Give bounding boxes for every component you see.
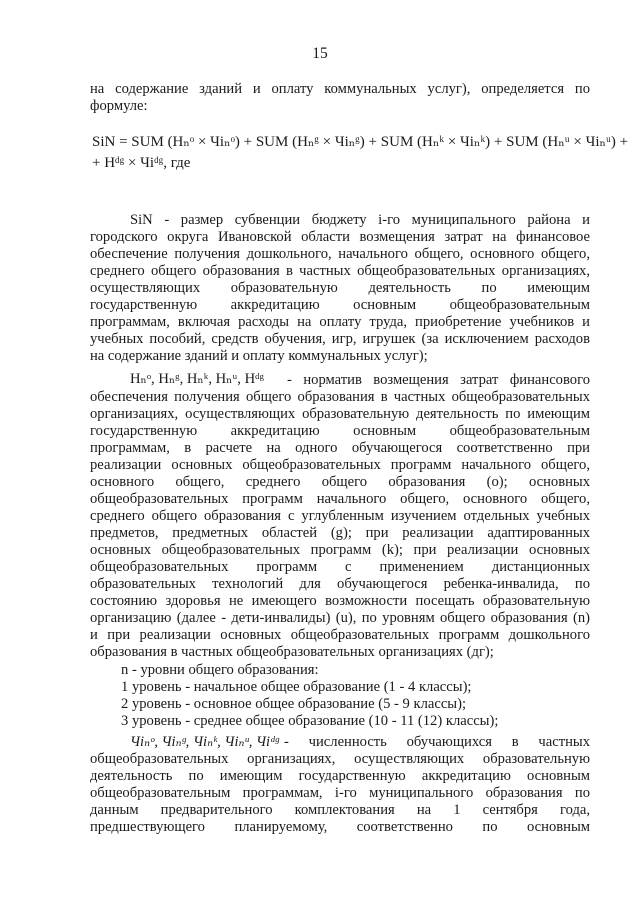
n-definition: n - уровни общего образования: bbox=[121, 662, 319, 678]
h-definition-line: основных общеобразовательных программ (k); при реализации основных bbox=[90, 542, 590, 558]
h-definition-first: - норматив возмещения затрат финансового bbox=[287, 372, 590, 388]
h-definition-line: государственную аккредитацию основным общеобразовательным bbox=[90, 423, 590, 439]
formula-line: SiN = SUM (Hₙᵒ × Чiₙᵒ) + SUM (Hₙᵍ × Чiₙᵍ) + SUM (Hₙᵏ × Чiₙᵏ) + SUM (Hₙᵘ × Чiₙᵘ) + bbox=[92, 134, 629, 150]
h-definition-line: организацию (далее - дети-инвалиды) (u), по уровням общего образования (n) bbox=[90, 610, 590, 626]
sin-definition-line: среднего общего образования в частных общеобразовательных организациях, bbox=[90, 263, 590, 279]
h-definition-line: предметов, предметных областей (g); при реализации адаптированных bbox=[90, 525, 590, 541]
ch-definition-line: деятельность по имеющим государственную аккредитацию основным bbox=[90, 768, 590, 784]
sin-definition-line: государственную аккредитацию основным общеобразовательным bbox=[90, 297, 590, 313]
formula-line: + Hᵈᵍ × Чiᵈᵍ, где bbox=[92, 155, 191, 171]
level-item: 3 уровень - среднее общее образование (10 - 11 (12) классы); bbox=[121, 713, 499, 729]
level-item: 1 уровень - начальное общее образование (1 - 4 классы); bbox=[121, 679, 472, 695]
sin-definition-line: на содержание зданий и оплату коммунальных услуг); bbox=[90, 348, 428, 364]
sin-definition-line: осуществляющих образовательную деятельность по имеющим bbox=[90, 280, 590, 296]
sin-definition-line: учебных пособий, средств обучения, игр, игрушек (за исключением расходов bbox=[90, 331, 590, 347]
intro-line: формуле: bbox=[90, 98, 148, 114]
h-definition-line: среднего общего образования с углубленным изучением отдельных учебных bbox=[90, 508, 590, 524]
ch-definition-first: - численность обучающихся в частных bbox=[284, 734, 590, 750]
intro-line: на содержание зданий и оплату коммунальных услуг), определяется по bbox=[90, 81, 590, 97]
h-definition-line: образовательных технологий для обучающегося ребенка-инвалида, по bbox=[90, 576, 590, 592]
h-definition-line: обеспечения получения общего образования в частных общеобразовательных bbox=[90, 389, 590, 405]
sin-definition-line: программам, включая расходы на оплату труда, приобретение учебников и bbox=[90, 314, 590, 330]
page-number: 15 bbox=[312, 45, 328, 62]
h-definition-line: организациях, осуществляющих образовательную деятельность по имеющим bbox=[90, 406, 590, 422]
ch-symbols: Чiₙᵒ, Чiₙᵍ, Чiₙᵏ, Чiₙᵘ, Чiᵈᵍ bbox=[130, 734, 279, 750]
h-definition-line: реализации основных общеобразовательных программ начального общего, bbox=[90, 457, 590, 473]
level-item: 2 уровень - основное общее образование (5 - 9 классы); bbox=[121, 696, 467, 712]
h-symbols: Hₙᵒ, Hₙᵍ, Hₙᵏ, Hₙᵘ, Hᵈᵍ bbox=[130, 371, 265, 387]
h-definition-line: программам, в расчете на одного обучающегося соответственно при bbox=[90, 440, 590, 456]
h-definition-line: образования в частных общеобразовательных организациях (дг); bbox=[90, 644, 494, 660]
h-definition-line: общеобразовательных программ с применением дистанционных bbox=[90, 559, 590, 575]
h-definition-line: и при реализации основных общеобразовательных программ дошкольного bbox=[90, 627, 590, 643]
ch-definition-line: данным предварительного комплектования на 1 сентября года, bbox=[90, 802, 590, 818]
sin-definition-line: обеспечение получения дошкольного, начального общего, основного общего, bbox=[90, 246, 590, 262]
h-definition-line: общеобразовательных программ начального общего, основного общего, bbox=[90, 491, 590, 507]
ch-definition-line: общеобразовательным программам, i-го муниципального образования по bbox=[90, 785, 590, 801]
ch-definition-line: предшествующего планируемому, соответственно по основным bbox=[90, 819, 590, 835]
ch-definition-line: общеобразовательных организациях, осуществляющих образовательную bbox=[90, 751, 590, 767]
h-definition-line: состоянию здоровья не имеющего возможности посещать образовательную bbox=[90, 593, 590, 609]
h-definition-line: основного общего, среднего общего образования (о); основных bbox=[90, 474, 590, 490]
sin-definition-line: SiN - размер субвенции бюджету i-го муниципального района и bbox=[130, 212, 590, 228]
sin-definition-line: городского округа Ивановской области возмещения затрат на финансовое bbox=[90, 229, 590, 245]
